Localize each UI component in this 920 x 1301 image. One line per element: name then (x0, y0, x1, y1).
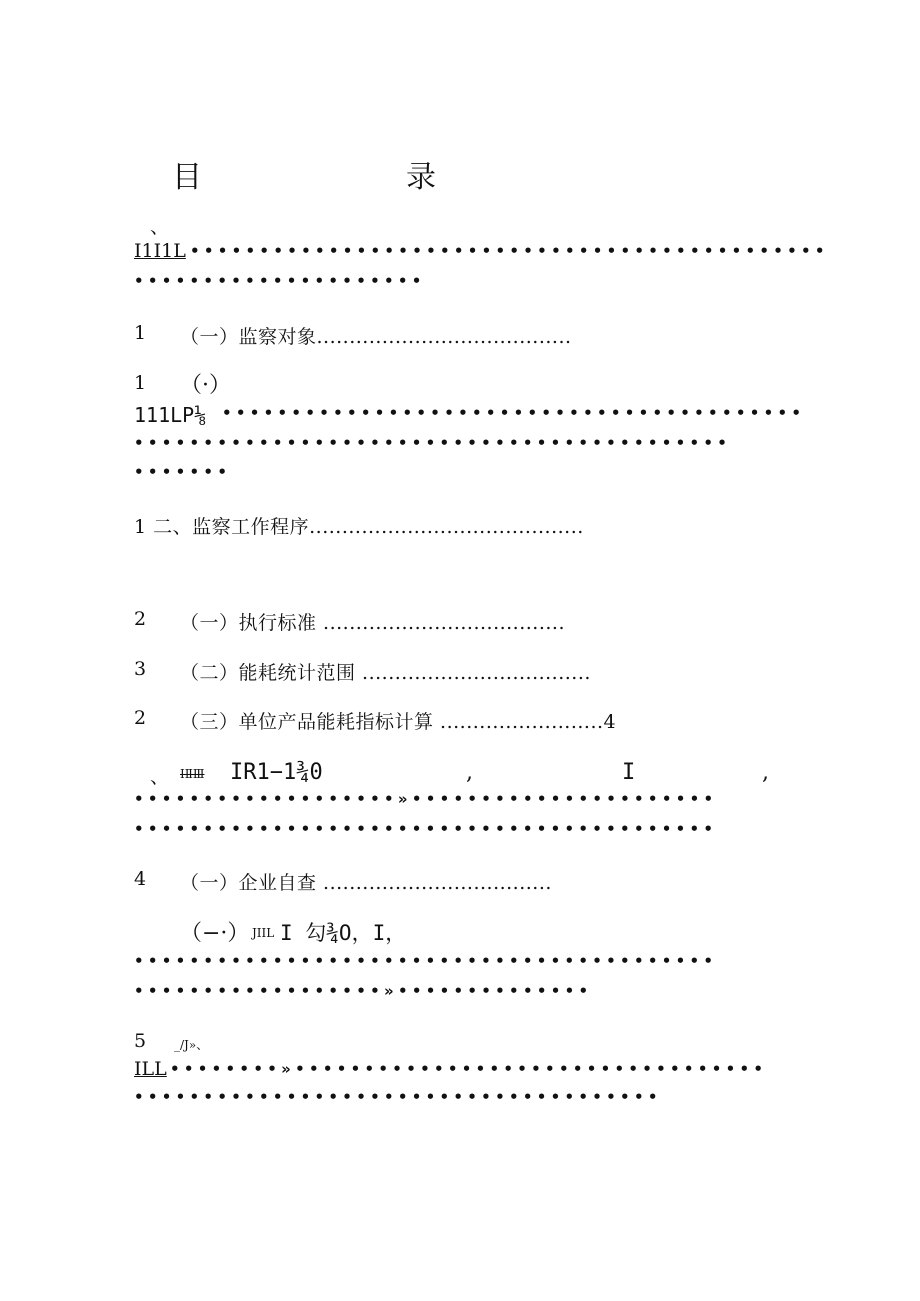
toc-mark: 、 (150, 766, 170, 788)
toc-page-number: 3 (134, 658, 147, 680)
toc-garbled-label: I1I1L (134, 240, 186, 262)
toc-entry-text: （一）监察对象....................................... (180, 326, 572, 348)
toc-page-number: 1 (134, 372, 147, 394)
toc-page-number: 4 (134, 868, 147, 890)
toc-title-char-1: 目 (172, 160, 202, 195)
toc-page-number: 5 (134, 1030, 147, 1052)
toc-entry-text: （二）能耗统计范围 ................................... (180, 662, 591, 684)
toc-bullet-leader: •••••••••••••••••••••••••••••••••••••••••• (222, 404, 806, 422)
toc-paren: （·） (180, 373, 231, 398)
toc-entry-text: （三）单位产品能耗指标计算 .........................4 (180, 711, 617, 733)
toc-bullet-leader: •••••••••••••••••••••••••••••••••••••• (134, 1088, 662, 1106)
toc-page-number: 2 (134, 707, 147, 729)
toc-garbled-label: ILL (134, 1058, 167, 1080)
toc-garbled-label: IR1−1¾0 (230, 760, 323, 785)
toc-bullet-leader: ••••••••••••••••••••••••••••••••••••••••••• (134, 434, 732, 452)
toc-bullet-leader: ••••••• (134, 463, 232, 481)
toc-garbled-label: 111LP⅛ (134, 403, 207, 427)
toc-mark: 、 (150, 216, 170, 238)
toc-garbled-small: _/J»、 (174, 1038, 209, 1052)
toc-comma: , (762, 760, 769, 785)
toc-bullet-leader: •••••••••••••••••••»•••••••••••••••••••••• (134, 790, 718, 808)
toc-title-char-2: 录 (406, 160, 436, 195)
toc-entry-text: 1 二、监察工作程序.......................................... (134, 516, 584, 538)
toc-bullet-leader: ••••••••••••••••••»•••••••••••••• (134, 982, 593, 1000)
toc-paren: （−·） (180, 921, 250, 946)
toc-bullet-leader: •••••••••••••••••••••••••••••••••••••••••• (134, 820, 718, 838)
toc-entry-text: （一）执行标准 ..................................... (180, 612, 566, 634)
toc-bullet-leader: •••••••••••••••••••••••••••••••••••••••••• (134, 952, 718, 970)
toc-garbled-small: JIIL (252, 926, 275, 940)
toc-bullet-leader: ••••••••••••••••••••• (134, 272, 426, 290)
toc-letter: I (622, 760, 636, 785)
toc-entry-text: （一）企业自查 ................................... (180, 872, 552, 894)
toc-page-number: 2 (134, 608, 147, 630)
toc-garbled-small: ⅠⅡⅢ (180, 767, 205, 781)
toc-bullet-leader: ••••••••»•••••••••••••••••••••••••••••••••• (170, 1060, 768, 1078)
toc-page-number: 1 (134, 322, 147, 344)
toc-comma: , (466, 760, 473, 785)
toc-garbled-label: I 勾¾O，I， (280, 921, 407, 945)
toc-bullet-leader: •••••••••••••••••••••••••••••••••••••••••••••• (190, 242, 829, 260)
